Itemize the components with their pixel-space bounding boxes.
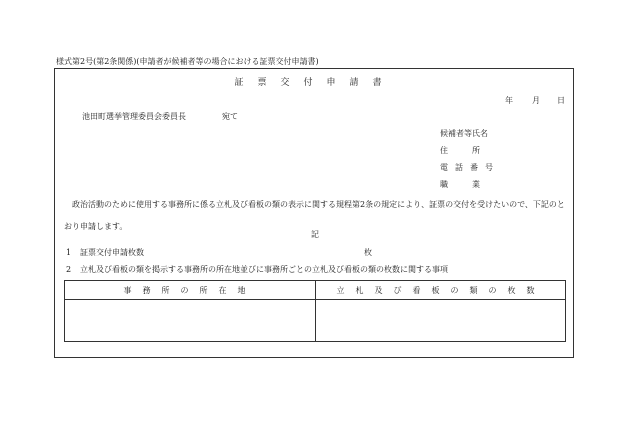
ki-heading: 記 [311,230,319,239]
field-occupation: 職業 [440,180,504,189]
table-header-office-location: 事務所の所在地 [123,286,257,295]
form-caption: 様式第2号(第2条関係)(申請者が候補者等の場合における証票交付申請書) [56,57,319,66]
item-1-unit: 枚 [364,248,372,257]
date-day-label: 日 [557,96,565,105]
item-2-number: 2 [66,265,72,274]
item-1 [66,247,144,258]
application-statement: 政治活動のために使用する事務所に係る立札及び看板の類の表示に関する規程第2条の規定により、証票の交付を受けたいので、下記のとおり申請します。 [64,200,565,231]
field-phone: 電話番号 [440,163,500,172]
item-1-text: 証票交付申請枚数 [80,248,144,257]
item-2-text: 立札及び看板の類を掲示する事務所の所在地並びに事務所ごとの立札及び看板の類の枚数に関する事項 [80,265,448,274]
table-cell-office-location[interactable] [67,302,313,340]
field-address: 住所 [440,146,504,155]
addressee-suffix: 宛て [222,112,238,121]
item-1-number: 1 [66,248,72,257]
office-signboard-table [64,280,566,342]
field-candidate-name: 候補者等氏名 [440,129,488,138]
date-month-label: 月 [532,96,540,105]
table-header-signboard-count: 立札及び看板の類の枚数 [336,286,546,295]
item-2 [66,264,448,275]
table-cell-signboard-count[interactable] [318,302,564,340]
addressee-name: 池田町選挙管理委員会委員長 [82,112,186,121]
date-year-label: 年 [505,96,513,105]
form-title: 証票交付申請書 [234,78,396,88]
